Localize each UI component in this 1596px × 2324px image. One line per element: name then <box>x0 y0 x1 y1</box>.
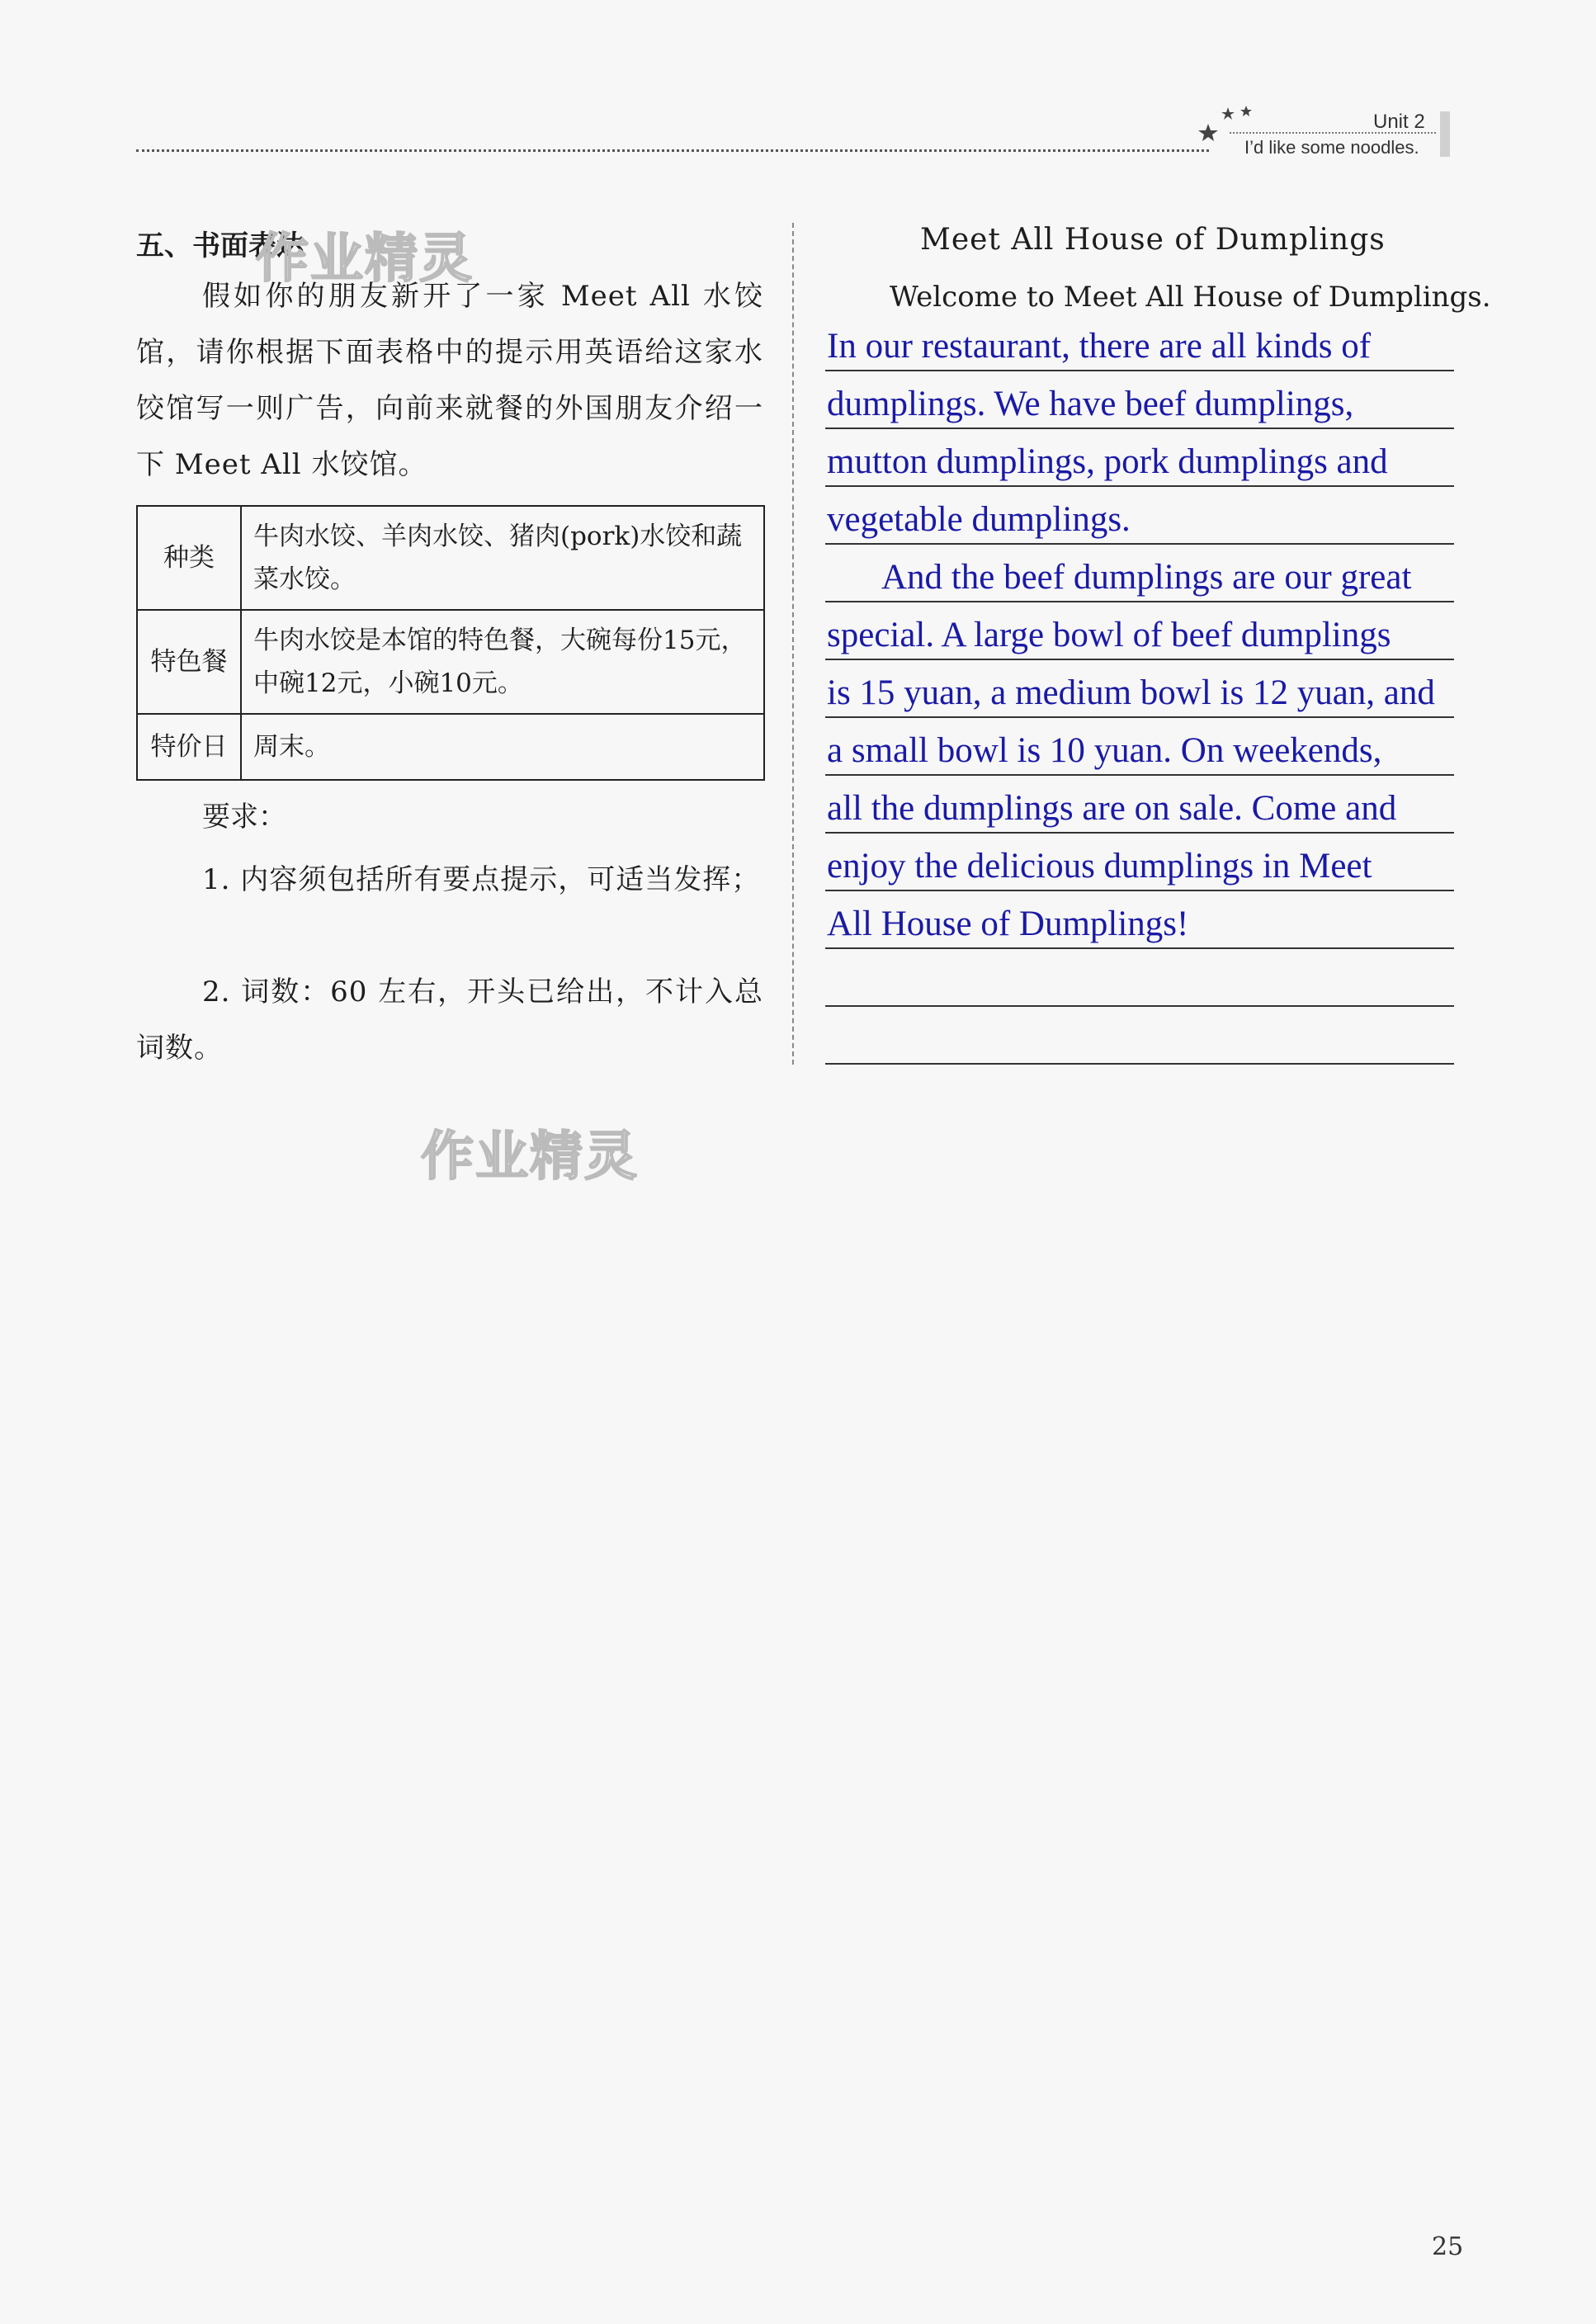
requirement-item: 2. 词数：60 左右，开头已给出，不计入总词数。 <box>136 975 763 1065</box>
table-row-label: 特色餐 <box>137 610 241 714</box>
table-row-content: 牛肉水饺是本馆的特色餐，大碗每份15元，中碗12元，小碗10元。 <box>241 610 764 714</box>
handwritten-text: In our restaurant, there are all kinds of <box>827 327 1372 366</box>
header-unit-title: I’d like some noodles. <box>1244 137 1419 158</box>
answer-line <box>825 949 1454 1007</box>
answer-line <box>825 718 1454 776</box>
answer-line <box>825 545 1454 602</box>
answer-line <box>825 1007 1454 1065</box>
answer-line <box>825 660 1454 718</box>
answer-line <box>825 602 1454 660</box>
answer-line <box>825 891 1454 949</box>
handwritten-text: And the beef dumplings are our great <box>881 558 1412 597</box>
watermark: 作业精灵 <box>421 1127 639 1188</box>
table-row-content: 牛肉水饺、羊肉水饺、猪肉(pork)水饺和蔬菜水饺。 <box>241 506 764 610</box>
requirements-title: 要求： <box>202 801 286 834</box>
answer-line <box>825 371 1454 429</box>
requirement-item: 1. 内容须包括所有要点提示，可适当发挥； <box>202 863 761 896</box>
answer-line <box>825 429 1454 487</box>
handwritten-text: special. A large bowl of beef dumplings <box>827 616 1391 654</box>
answer-lines <box>825 314 1454 1065</box>
table-row <box>137 714 764 780</box>
header-unit: Unit 2 <box>1373 111 1425 133</box>
handwritten-text: vegetable dumplings. <box>827 500 1131 539</box>
writing-prompt: 假如你的朋友新开了一家 Meet All 水饺馆，请你根据下面表格中的提示用英语给这家水饺馆写一则广告，向前来就餐的外国朋友介绍一下 Meet All 水饺馆。 <box>136 280 763 481</box>
answer-line <box>825 314 1454 371</box>
handwritten-text: is 15 yuan, a medium bowl is 12 yuan, and <box>827 673 1435 712</box>
handwritten-text: all the dumplings are on sale. Come and <box>827 789 1397 828</box>
table-row-content: 周末。 <box>241 714 764 780</box>
section-title: 五、书面表达 <box>136 229 305 262</box>
column-divider <box>792 223 794 1065</box>
table-row <box>137 506 764 610</box>
table-row-label: 种类 <box>137 506 241 610</box>
answer-line <box>825 834 1454 891</box>
handwritten-text: All House of Dumplings! <box>827 905 1189 943</box>
handwritten-text: enjoy the delicious dumplings in Meet <box>827 847 1372 886</box>
page-number: 25 <box>1432 2232 1464 2261</box>
handwritten-text: dumplings. We have beef dumplings, <box>827 385 1354 423</box>
answer-line <box>825 776 1454 834</box>
essay-title: Meet All House of Dumplings <box>920 223 1386 257</box>
watermark: 作业精灵 <box>256 229 474 290</box>
handwritten-text: a small bowl is 10 yuan. On weekends, <box>827 731 1382 770</box>
table-row <box>137 610 764 714</box>
essay-intro: Welcome to Meet All House of Dumplings. <box>890 281 1491 314</box>
handwritten-text: mutton dumplings, pork dumplings and <box>827 442 1388 481</box>
header-dotted-rule <box>136 149 1209 152</box>
header-tab <box>1440 111 1450 157</box>
hints-table <box>136 505 765 781</box>
header-underline <box>1230 132 1436 134</box>
answer-line <box>825 487 1454 545</box>
table-row-label: 特价日 <box>137 714 241 780</box>
